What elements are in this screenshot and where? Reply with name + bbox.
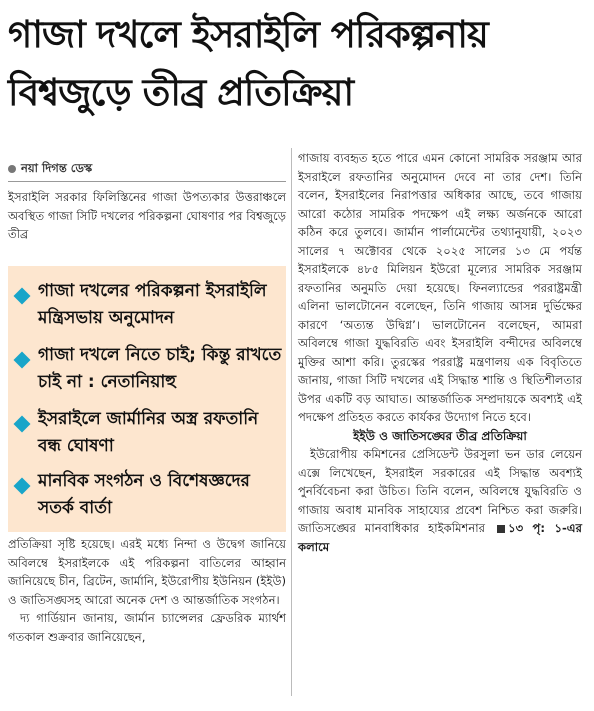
highlight-text: গাজা দখলে নিতে চাই; কিন্তু রাখতে চাই না : নেতানিয়াহু [38, 345, 282, 392]
headline-line-1: গাজা দখলে ইসরাইলি পরিকল্পনায় [8, 13, 488, 56]
highlight-text: ইসরাইলে জার্মানির অস্ত্র রফতানি বন্ধ ঘোষণা [38, 409, 259, 456]
body-paragraph: গাজায় ব্যবহৃত হতে পারে এমন কোনো সামরিক সরঞ্জাম আর ইসরাইলে রফতানির অনুমোদন দেবে না তার দেশ। তিনি বলেন, ইসরাইলের নিরাপত্তার অধিকার আছে, তবে গাজায় আরো কঠোর সামরিক পদক্ষেপ এই লক্ষ্য অর্জনকে আরো কঠিন করে তুলবে। জার্মান পার্লামেন্টের তথ্যানুযায়ী, ২০২৩ সালের ৭ অক্টোবর থেকে ২০২৫ সালের ১৩ মে পর্যন্ত ইসরাইলকে ৪৮৫ মিলিয়ন ইউরো মূল্যের সামরিক সরঞ্জাম রফতানির অনুমতি দেয়া হয়েছে। ফিনল্যান্ডের পররাষ্ট্রমন্ত্রী এলিনা ভালটোনেন বলেছেন, তিনি গাজায় আসন্ন দুর্ভিক্ষের কারণে ‘অত্যন্ত উদ্বিগ্ন’। ভালটোনেন বলেছেন, আমরা অবিলম্বে গাজা যুদ্ধবিরতি এবং ইসরাইলি বন্দীদের অবিলম্বে মুক্তির আশা করি। তুরস্কের পররাষ্ট্র মন্ত্রণালয় এক বিবৃতিতে জানায়, গাজা সিটি দখলের এই সিদ্ধান্ত শান্তি ও স্থিতিশীলতার উপর একটি বড় আঘাত। আন্তর্জাতিক সম্প্রদায়কে অবশ্যই এই পদক্ষেপ প্রতিহত করতে কার্যকর উদ্যোগ নিতে হবে। [298, 151, 582, 424]
diamond-bullet-icon [14, 478, 31, 495]
jump-text: ১৩ পৃ: ১-এর কলামে [298, 521, 582, 554]
highlight-text: মানবিক সংগঠন ও বিশেষজ্ঞদের সতর্ক বার্তা [38, 471, 250, 518]
byline [8, 160, 92, 179]
column-divider [291, 148, 292, 696]
article-right-column [298, 149, 582, 556]
diamond-bullet-icon [14, 416, 31, 433]
highlights-box [8, 266, 286, 532]
body-paragraph: দ্য গার্ডিয়ান জানায়, জার্মান চ্যান্সেলর ফ্রেডরিক ম্যার্থশ গতকাল শুক্রবার জানিয়েছেন, [8, 611, 286, 644]
diamond-bullet-icon [14, 352, 31, 369]
headline [8, 6, 588, 122]
byline-divider [8, 181, 286, 182]
highlight-text: গাজা দখলের পরিকল্পনা ইসরাইলি মন্ত্রিসভায় অনুমোদন [38, 281, 267, 328]
body-paragraph: প্রতিক্রিয়া সৃষ্টি হয়েছে। এরই মধ্যে নিন্দা ও উদ্বেগ জানিয়ে অবিলম্বে ইসরাইলকে এই পরিকল্পনা বাতিলের আহ্বান জানিয়েছে চীন, ব্রিটেন, জার্মানি, ইউরোপীয় ইউনিয়ন (ইইউ) ও জাতিসঙ্ঘসহ আরো অনেক দেশ ও আন্তর্জাতিক সংগঠন। [8, 537, 286, 607]
article-left-continued [8, 535, 286, 646]
body-text: ইউরোপীয় কমিশনের প্রেসিডেন্ট উরসুলা ভন ডার লেয়েন এক্সে লিখেছেন, ইসরাইল সরকারের এই সিদ্ধান্ত অবশ্যই পুনর্বিবেচনা করা উচিত। তিনি বলেন, অবিলম্বে যুদ্ধবিরতি ও গাজায় অবাধ মানবিক সাহায্যের প্রবেশ নিশ্চিত করা জরুরি। জাতিসঙ্ঘের মানবাধিকার হাইকমিশনার [298, 447, 582, 535]
article-intro [8, 188, 286, 244]
intro-paragraph: ইসরাইলি সরকার ফিলিস্তিনের গাজা উপত্যকার উত্তরাঞ্চলে অবস্থিত গাজা সিটি দখলের পরিকল্পনা ঘোষণার পর বিশ্বজুড়ে তীব্র [8, 190, 286, 241]
diamond-bullet-icon [14, 288, 31, 305]
section-subhead: ইইউ ও জাতিসঙ্ঘের তীব্র প্রতিক্রিয়া [353, 428, 527, 443]
body-paragraph [298, 445, 582, 556]
byline-text: নয়া দিগন্ত ডেস্ক [21, 161, 93, 175]
bullet-dot-icon [8, 165, 16, 173]
headline-line-2: বিশ্বজুড়ে তীব্র প্রতিক্রিয়া [8, 71, 354, 114]
square-bullet-icon [497, 525, 505, 533]
